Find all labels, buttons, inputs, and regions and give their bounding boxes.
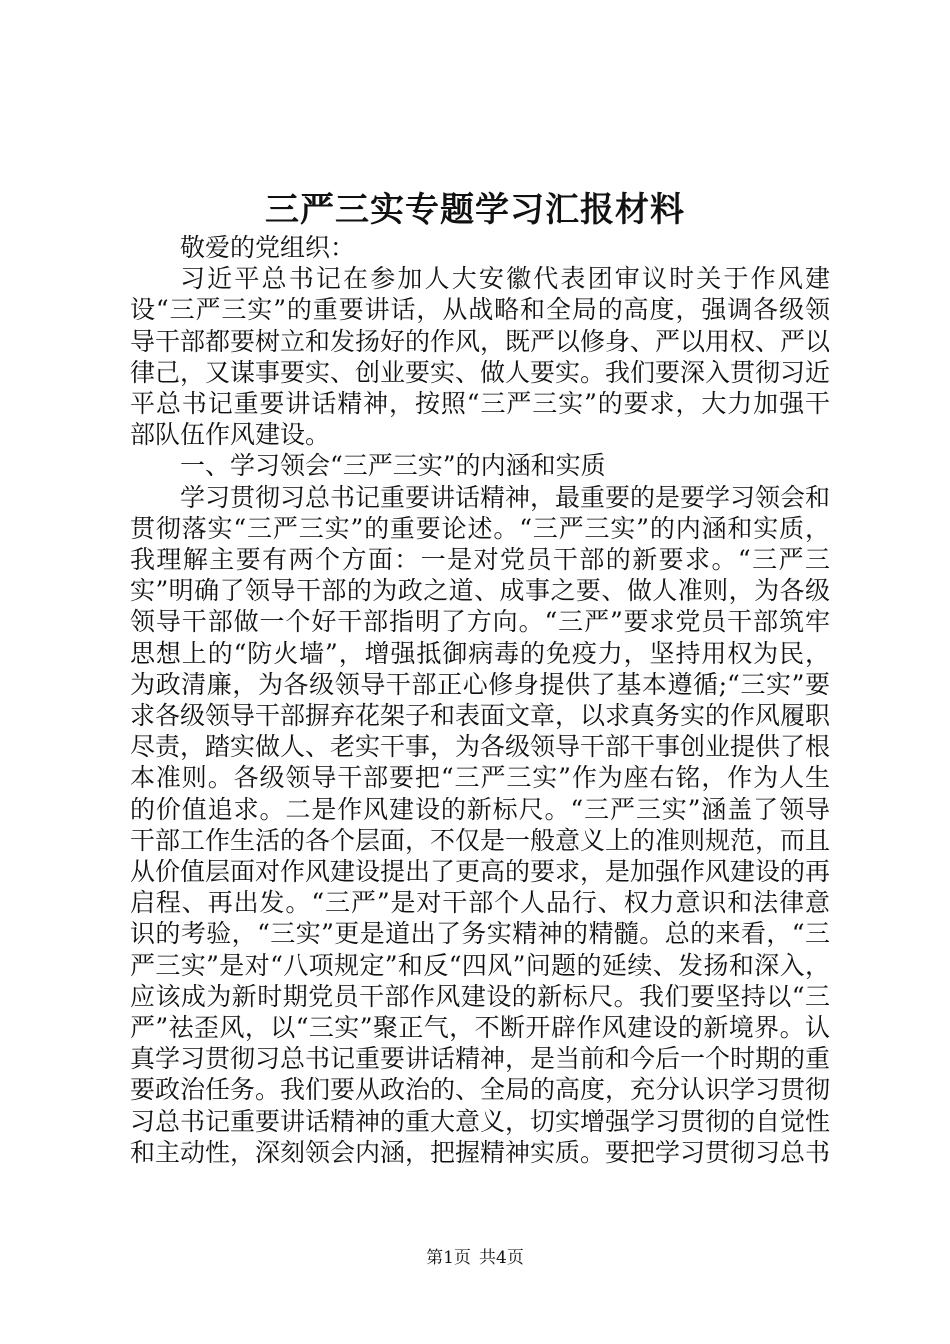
- document-title: 三严三实专题学习汇报材料: [265, 190, 685, 230]
- page-footer: [0, 1246, 950, 1270]
- document-body: [130, 232, 830, 1168]
- salutation: 敬爱的党组织：: [180, 233, 356, 262]
- page-number-total: 共4页: [479, 1248, 524, 1268]
- paragraph-intro: 习近平总书记在参加人大安徽代表团审议时关于作风建设“三严三实”的重要讲话，从战略和全局的高度，强调各级领导干部都要树立和发扬好的作风，既严以修身、严以用权、严以律己，又谋事要实、创业要实、做人要实。我们要深入贯彻习近平总书记重要讲话精神，按照“三严三实”的要求，大力加强干部队伍作风建设。: [130, 264, 831, 450]
- page-number-current: 第1页: [426, 1248, 471, 1268]
- section-heading-1: 一、学习领会“三严三实”的内涵和实质: [180, 451, 606, 481]
- paragraph-section-1: 学习贯彻习总书记重要讲话精神，最重要的是要学习领会和贯彻落实“三严三实”的重要论述。“三严三实”的内涵和实质，我理解主要有两个方面：一是对党员干部的新要求。“三严三实”明确了领导干部的为政之道、成事之要、做人准则，为各级领导干部做一个好干部指明了方向。“三严”要求党员干部筑牢思想上的“防火墙”，增强抵御病毒的免疫力，坚持用权为民，为政清廉，为各级领导干部正心修身提供了基本遵循;“三实”要求各级领导干部摒弃花架子和表面文章，以求真务实的作风履职尽责，踏实做人、老实干事，为各级领导干部干事创业提供了根本准则。各级领导干部要把“三严三实”作为座右铭，作为人生的价值追求。二是作风建设的新标尺。“三严三实”涵盖了领导干部工作生活的各个层面，不仅是一般意义上的准则规范，而且从价值层面对作风建设提出了更高的要求，是加强作风建设的再启程、再出发。“三严”是对干部个人品行、权力意识和法律意识的考验，“三实”更是道出了务实精神的精髓。总的来看，“三严三实”是对“八项规定”和反“四风”问题的延续、发扬和深入，应该成为新时期党员干部作风建设的新标尺。我们要坚持以“三严”祛歪风，以“三实”聚正气，不断开辟作风建设的新境界。认真学习贯彻习总书记重要讲话精神，是当前和今后一个时期的重要政治任务。我们要从政治的、全局的高度，充分认识学习贯彻习总书记重要讲话精神的重大意义，切实增强学习贯彻的自觉性和主动性，深刻领会内涵，把握精神实质。要把学习贯彻习总书: [130, 482, 831, 1167]
